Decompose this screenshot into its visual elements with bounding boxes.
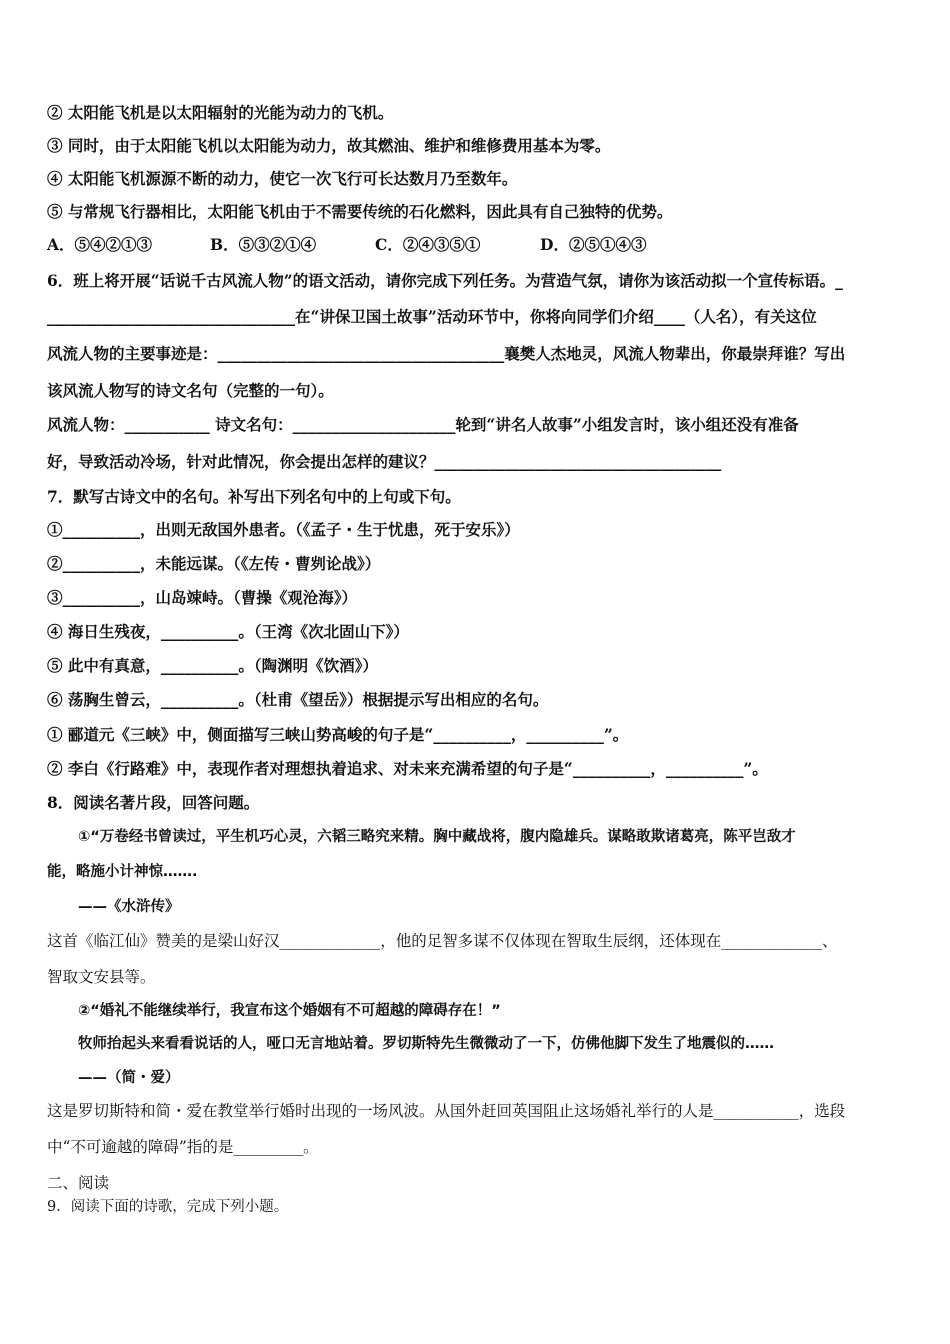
q5-sentence-5: ⑤ 与常规飞行器相比，太阳能飞机由于不需要传统的石化燃料，因此具有自己独特的优势。 xyxy=(47,202,673,221)
q8-source-1: ——《水浒传》 xyxy=(78,899,180,915)
q7-item-5: ⑤ 此中有真意，__________。（陶渊明《饮酒》） xyxy=(47,656,378,675)
q8-title: 8．阅读名著片段，回答问题。 xyxy=(47,793,260,812)
q8-source-2: ——（简・爱） xyxy=(78,1070,180,1086)
q7-item-8: ② 李白《行路难》中，表现作者对理想执着追求、对未来充满希望的句子是“__________，__________”。 xyxy=(47,759,768,778)
q6-line-5: 风流人物：___________ 诗文名句：_____________________轮到“讲名人故事”小组发言时，该小组还没有准备 xyxy=(47,415,799,434)
q5-sentence-2: ② 太阳能飞机是以太阳辐射的光能为动力的飞机。 xyxy=(47,103,394,122)
q7-item-4: ④ 海日生残夜，__________。（王湾《次北固山下》） xyxy=(47,622,409,641)
q6-line-6: 好，导致活动冷场，针对此情况，你会提出怎样的建议？_____________________________________ xyxy=(47,452,722,471)
q5-option-c: C．②④③⑤① xyxy=(375,235,481,254)
q7-title: 7．默写古诗文中的名句。补写出下列名句中的上句或下句。 xyxy=(47,487,461,506)
q5-option-b: B．⑤③②①④ xyxy=(210,235,317,254)
q5-sentence-4: ④ 太阳能飞机源源不断的动力，使它一次飞行可长达数月乃至数年。 xyxy=(47,169,518,188)
q7-item-3: ③__________，山岛竦峙。（曹操《观沧海》） xyxy=(47,588,358,607)
q8-passage-1b: 能，略施小计神惊……. xyxy=(47,864,198,880)
q6-line-2: ________________________________在“讲保卫国土故事”活动环节中，你将向同学们介绍____（人名），有关这位 xyxy=(47,307,817,326)
q8-question-1a: 这首《临江仙》赞美的是梁山好汉_____________，他的足智多谋不仅体现在智取生辰纲，还体现在_____________、 xyxy=(47,932,838,950)
q8-question-1b: 智取文安县等。 xyxy=(47,968,156,986)
q6-line-3: 风流人物的主要事迹是：_____________________________________襄樊人杰地灵，风流人物辈出，你最崇拜谁？写出 xyxy=(47,344,846,363)
q8-passage-1a: ①“万卷经书曾读过，平生机巧心灵，六韬三略究来精。胸中藏战将，腹内隐雄兵。谋略敢欺诸葛亮，陈平岂敌才 xyxy=(78,829,796,845)
q6-line-1: 6．班上将开展“话说千古风流人物”的语文活动，请你完成下列任务。为营造气氛，请你为该活动拟一个宣传标语。_ xyxy=(47,271,843,290)
q5-sentence-3: ③ 同时，由于太阳能飞机以太阳能为动力，故其燃油、维护和维修费用基本为零。 xyxy=(47,136,611,155)
q8-passage-2b: 牧师抬起头来看看说话的人，哑口无言地站着。罗切斯特先生微微动了一下，仿佛他脚下发生了地震似的…… xyxy=(78,1036,774,1052)
q8-question-2b: 中“不可逾越的障碍”指的是_________。 xyxy=(47,1138,319,1156)
q7-item-1: ①__________，出则无敌国外患者。（《孟子・生于忧患，死于安乐》） xyxy=(47,520,520,539)
q7-item-2: ②__________，未能远谋。（《左传・曹刿论战》） xyxy=(47,554,381,573)
q6-line-4: 该风流人物写的诗文名句（完整的一句）。 xyxy=(47,381,334,400)
q8-question-2a: 这是罗切斯特和简・爱在教堂举行婚时出现的一场风波。从国外赶回英国阻止这场婚礼举行的人是___________，选段 xyxy=(47,1102,846,1120)
q9-title: 9．阅读下面的诗歌，完成下列小题。 xyxy=(47,1199,289,1215)
section-heading-reading: 二、阅读 xyxy=(47,1174,110,1192)
q7-item-6: ⑥ 荡胸生曾云，__________。（杜甫《望岳》）根据提示写出相应的名句。 xyxy=(47,690,549,709)
q5-option-a: A．⑤④②①③ xyxy=(47,235,153,254)
q5-option-d: D．②⑤①④③ xyxy=(540,235,647,254)
q8-passage-2a: ②“婚礼不能继续举行，我宣布这个婚姻有不可超越的障碍存在！” xyxy=(78,1003,501,1019)
q7-item-7: ① 郦道元《三峡》中，侧面描写三峡山势高峻的句子是“__________，__________”。 xyxy=(47,725,629,744)
